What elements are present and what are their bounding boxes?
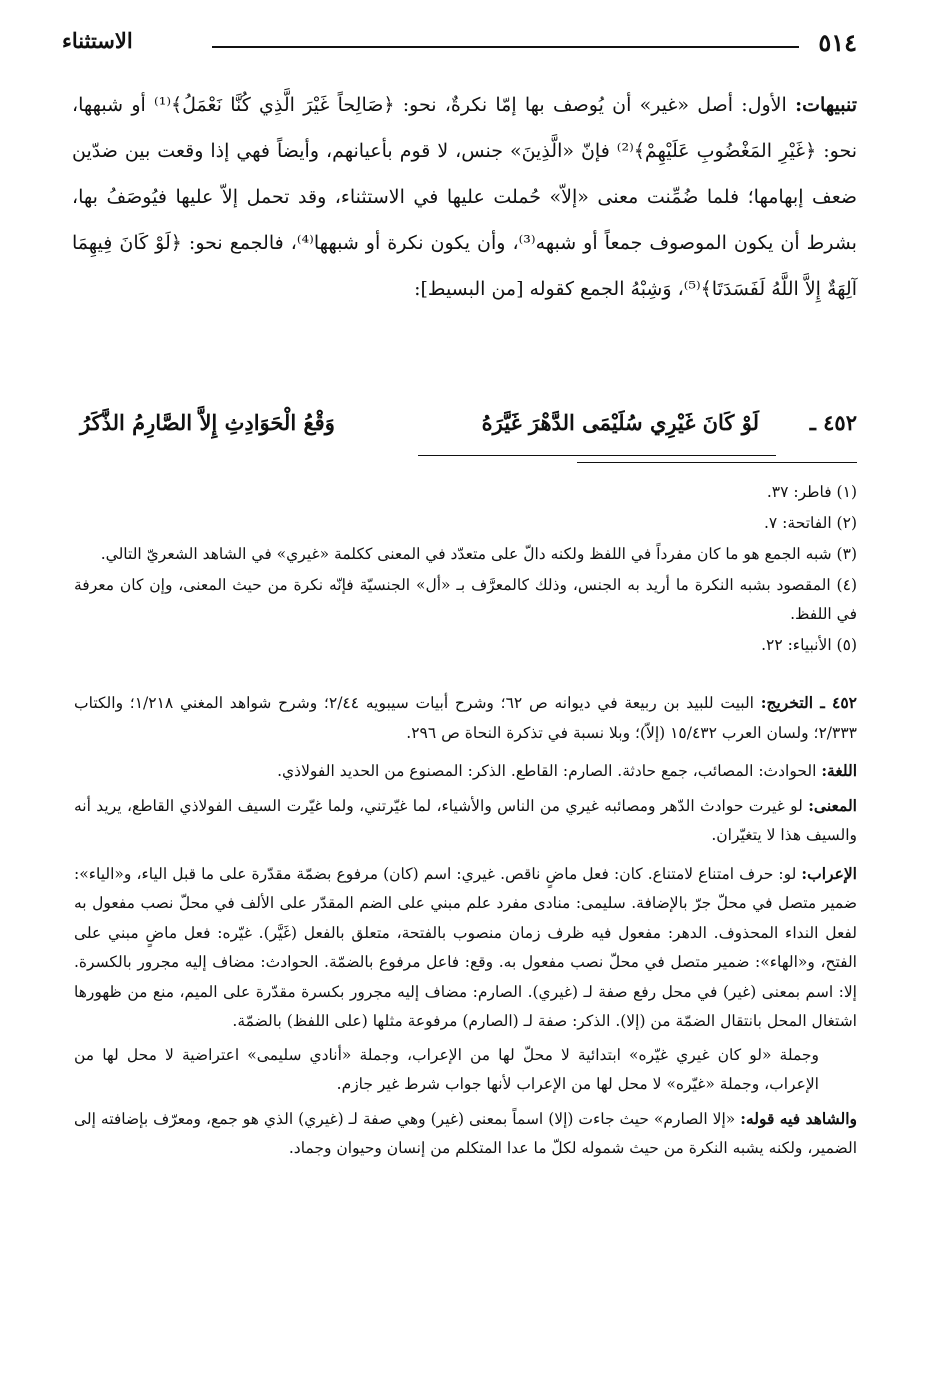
lugha-section bbox=[74, 756, 857, 787]
footnotes bbox=[74, 478, 857, 662]
lugha-label: اللغة: bbox=[821, 761, 857, 780]
footnote-2: (٢) الفاتحة: ٧. bbox=[763, 514, 857, 532]
verse-number: ٤٥٢ ـ bbox=[809, 410, 857, 435]
takhrij-label: ٤٥٢ ـ التخريج: bbox=[760, 693, 858, 712]
notices-body: الأول: أصل «غير» أن يُوصف بها إمّا نكرةٌ، نحو: ﴿صَالِحاً غَيْرَ الَّذِي كُنَّا نَعْمَلُ﴾⁽¹⁾ أو شبهها، نحو: ﴿غَيْرِ المَغْضُوبِ عَلَيْهِمْ﴾⁽²⁾ فإنّ «الَّذِينَ» جنس، لا قوم بأعيانهم، وأيضاً فهي إذا وقعت بين ضدّين ضعف إبهامها؛ فلما ضُمِّنت معنى «إلاّ» حُملت عليها في الاستثناء، وقد تحمل إلاّ عليها فيُوصَفُ بها، بشرط أن يكون الموصوف جمعاً أو شبهه⁽³⁾، وأن يكون نكرة أو شبهها⁽⁴⁾، فالجمع نحو: ﴿لَوْ كَانَ فِيهِمَا آلِهَةٌ إِلاَّ اللَّهُ لَفَسَدَتَا﴾⁽⁵⁾، وَشِبْهُ الجمع كقوله [من البسيط]: bbox=[72, 94, 857, 300]
verse-first-hemistich: لَوْ كَانَ غَيْرِي سُلَيْمَى الدَّهْرَ غَيَّرَهُ bbox=[481, 410, 759, 435]
page-number: ٥١٤ bbox=[818, 28, 857, 57]
mana-text: لو غيرت حوادث الدّهر ومصائبه غيري من الناس والأشياء، لما غيّرتني، ولما غيّرت السيف الفولاذي القاطع، يريد أنه والسيف هذا لا يتغيّران. bbox=[74, 796, 857, 844]
mana-section bbox=[74, 791, 857, 851]
lugha-text: الحوادث: المصائب، جمع حادثة. الصارم: القاطع. الذكر: المصنوع من الحديد الفولاذي. bbox=[277, 762, 817, 780]
irab-text: لو: حرف امتناع لامتناع. كان: فعل ماضٍ ناقص. غيري: اسم (كان) مرفوع بضمّة مقدّرة على ما قبل الياء، و«الياء»: ضمير متصل في محلّ جرّ بالإضافة. سليمى: منادى مفرد علم مبني على الضم المقدّر على الألف في محلّ نصب مفعول به لفعل النداء المحذوف. الدهر: مفعول فيه ظرف زمان منصوب بالفتحة، متعلق بالفعل (غَيَّر). غيّره: فعل ماضٍ مبني على الفتح، و«الهاء»: ضمير متصل في محلّ نصب مفعول به. وقع: فاعل مرفوع بالضمّة. الحوادث: مضاف إليه مجرور بالكسرة. إلا: اسم بمعنى (غير) في محل رفع صفة لـ (غيري). الصارم: مضاف إليه مجرور بكسرة مقدّرة على الميم، منع من ظهورها اشتغال المحل بانتقال الضمّة من (إلا). الذكر: صفة لـ (الصارم) مرفوعة مثلها (على اللفظ) بالضمّة. bbox=[74, 864, 857, 1030]
mana-label: المعنى: bbox=[808, 795, 857, 815]
footnote-5: (٥) الأنبياء: ٢٢. bbox=[761, 636, 857, 654]
footnote-separator bbox=[577, 462, 857, 463]
page-header bbox=[62, 28, 857, 58]
header-rule bbox=[212, 46, 799, 48]
poetic-verse bbox=[80, 410, 857, 454]
shahid-label: والشاهد فيه قوله: bbox=[740, 1108, 857, 1128]
footnote-4: (٤) المقصود بشبه النكرة ما أريد به الجنس، وذلك كالمعرَّف بـ «أل» الجنسيّة فإنّه نكرة من حيث المعنى، وإن كان معرفة في اللفظ. bbox=[74, 576, 857, 623]
notices-heading: تنبيهات: bbox=[795, 94, 857, 116]
footnote-3: (٣) شبه الجمع هو ما كان مفرداً في اللفظ ولكنه دالّ على متعدّد في المعنى ككلمة «غيري» في الشاهد الشعريّ التالي. bbox=[100, 545, 857, 563]
chapter-title: الاستثناء bbox=[62, 28, 133, 53]
notices-paragraph bbox=[72, 82, 857, 312]
verse-commentary bbox=[74, 688, 857, 1172]
jumal-text: وجملة «لو كان غيري غيّره» ابتدائية لا محلّ لها من الإعراب، وجملة «أنادي سليمى» اعتراضية لا محل لها من الإعراب، وجملة «غيّره» لا محل لها من الإعراب لأنها جواب شرط غير جازم. bbox=[74, 1045, 819, 1093]
footnote-1: (١) فاطر: ٣٧. bbox=[766, 483, 857, 501]
takhrij-text: البيت للبيد بن ربيعة في ديوانه ص ٦٢؛ وشرح أبيات سيبويه ٢/٤٤؛ وشرح شواهد المغني ١/٢١٨؛ والكتاب ٢/٣٣٣؛ ولسان العرب ١٥/٤٣٢ (إلاّ)؛ وبلا نسبة في تذكرة النحاة ص ٢٩٦. bbox=[74, 694, 857, 742]
verse-underline bbox=[418, 455, 776, 456]
verse-second-hemistich: وَقْعُ الْحَوَادِثِ إِلاَّ الصَّارِمُ الذَّكَرُ bbox=[80, 410, 335, 435]
shahid-section bbox=[74, 1104, 857, 1164]
shahid-text: «إلا الصارم» حيث جاءت (إلا) اسماً بمعنى (غير) وهي صفة لـ (غيري) الذي هو جمع، ومعرّف بإضافته إلى الضمير، ولكنه يشبه النكرة من حيث شموله لكلّ ما عدا المتكلم من إنسان وحيوان وجماد. bbox=[74, 1109, 857, 1157]
main-text bbox=[72, 82, 857, 312]
irab-label: الإعراب: bbox=[801, 863, 857, 883]
takhrij-section bbox=[74, 688, 857, 748]
irab-section bbox=[74, 859, 857, 1037]
jumal-section bbox=[74, 1041, 857, 1100]
